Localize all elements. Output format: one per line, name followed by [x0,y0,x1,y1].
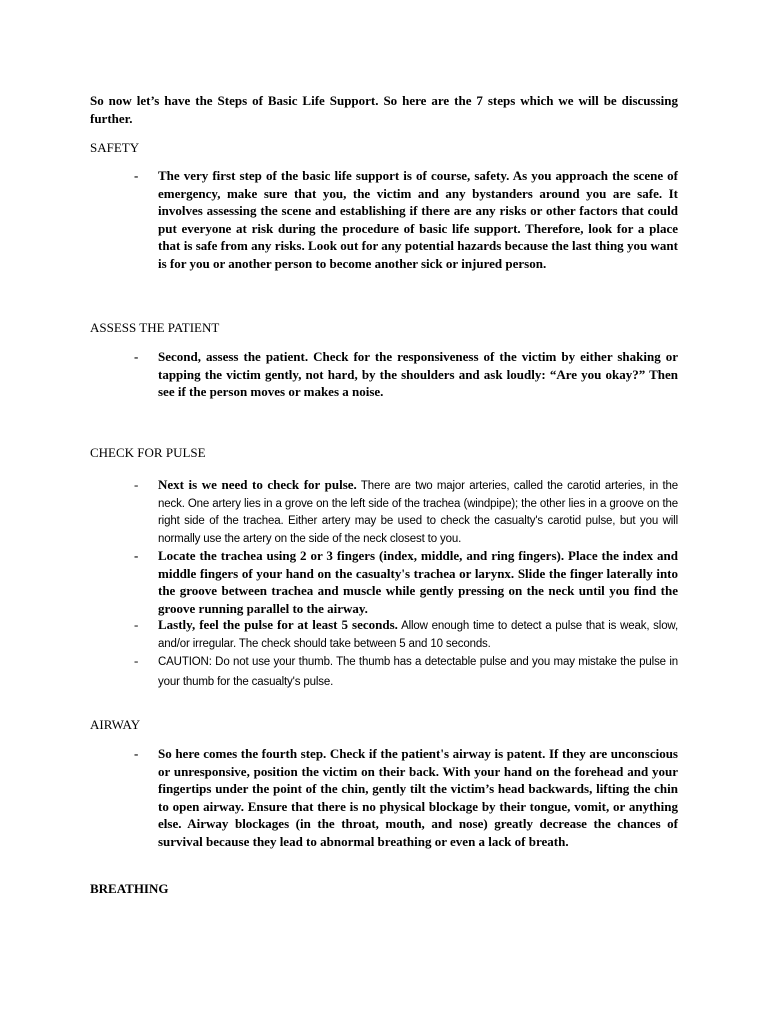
heading-check-pulse: CHECK FOR PULSE [90,445,206,460]
pulse-item-3-text: Allow enough time to detect a pulse that is weak, slow, and/or irregular. The check should take between 5 and 10 seconds. [158,620,678,650]
airway-list [90,745,678,850]
heading-safety: SAFETY [90,140,140,155]
pulse-item-4-text: CAUTION: Do not use your thumb. The thumb has a detectable pulse and you may mistake the pulse in your thumb for the casualty's pulse. [158,656,678,688]
pulse-list [90,477,678,691]
list-dash: - [134,617,139,632]
pulse-item-1 [90,477,678,547]
list-dash: - [134,653,139,668]
list-dash: - [134,746,139,761]
safety-list [90,167,678,272]
safety-item [90,167,678,272]
airway-item [90,745,678,850]
pulse-item-1-bold: Next is we need to check for pulse. [158,477,357,492]
intro-paragraph: So now let’s have the Steps of Basic Life Support. So here are the 7 steps which we will be discussing further. [90,93,678,126]
list-dash: - [134,168,139,183]
heading-airway: AIRWAY [90,717,141,732]
list-dash: - [134,548,139,563]
airway-text: So here comes the fourth step. Check if the patient's airway is patent. If they are unconscious or unresponsive, position the victim on their back. With your hand on the forehead and your fingertips under the point of the chin, gently tilt the victim’s head backwards, lifting the chin to open airway. Ensure that there is no physical blockage by their tongue, vomit, or anything else. Airway blockages (in the throat, mouth, and nose) greatly decrease the chances of survival because they lead to abnormal breathing or even a lack of breath. [158,746,678,849]
heading-breathing: BREATHING [90,881,169,896]
assess-list [90,348,678,401]
pulse-item-1-text: There are two major arteries, called the carotid arteries, in the neck. One artery lies in a grove on the left side of the trachea (windpipe); the other lies in a groove on the right side of the trachea. Either artery may be used to check the casualty's carotid pulse, but you will normally use the artery on the side of the neck closest to you. [158,480,678,545]
pulse-item-2-text: Locate the trachea using 2 or 3 fingers (index, middle, and ring fingers). Place the index and middle fingers of your hand on the casualty's trachea or larynx. Slide the finger laterally into the groove between trachea and muscle while gently pressing on the neck until you find the groove running parallel to the airway. [158,548,678,616]
pulse-item-3-bold: Lastly, feel the pulse for at least 5 seconds. [158,617,398,632]
safety-text: The very first step of the basic life support is of course, safety. As you approach the scene of emergency, make sure that you, the victim and any bystanders around you are safe. It involves assessing the scene and establishing if there are any risks or other factors that could put everyone at risk during the procedure of basic life support. Therefore, look for a place that is safe from any risks. Look out for any potential hazards because the last thing you want is for you or another person to become another sick or injured person. [158,168,678,271]
pulse-item-4 [90,652,678,691]
list-dash: - [134,477,139,492]
heading-assess-patient: ASSESS THE PATIENT [90,320,220,335]
pulse-item-3 [90,617,678,652]
assess-item [90,348,678,401]
pulse-item-2 [90,547,678,617]
list-dash: - [134,349,139,364]
assess-text: Second, assess the patient. Check for the responsiveness of the victim by either shaking or tapping the victim gently, not hard, by the shoulders and ask loudly: “Are you okay?” Then see if the person moves or makes a noise. [158,349,678,399]
